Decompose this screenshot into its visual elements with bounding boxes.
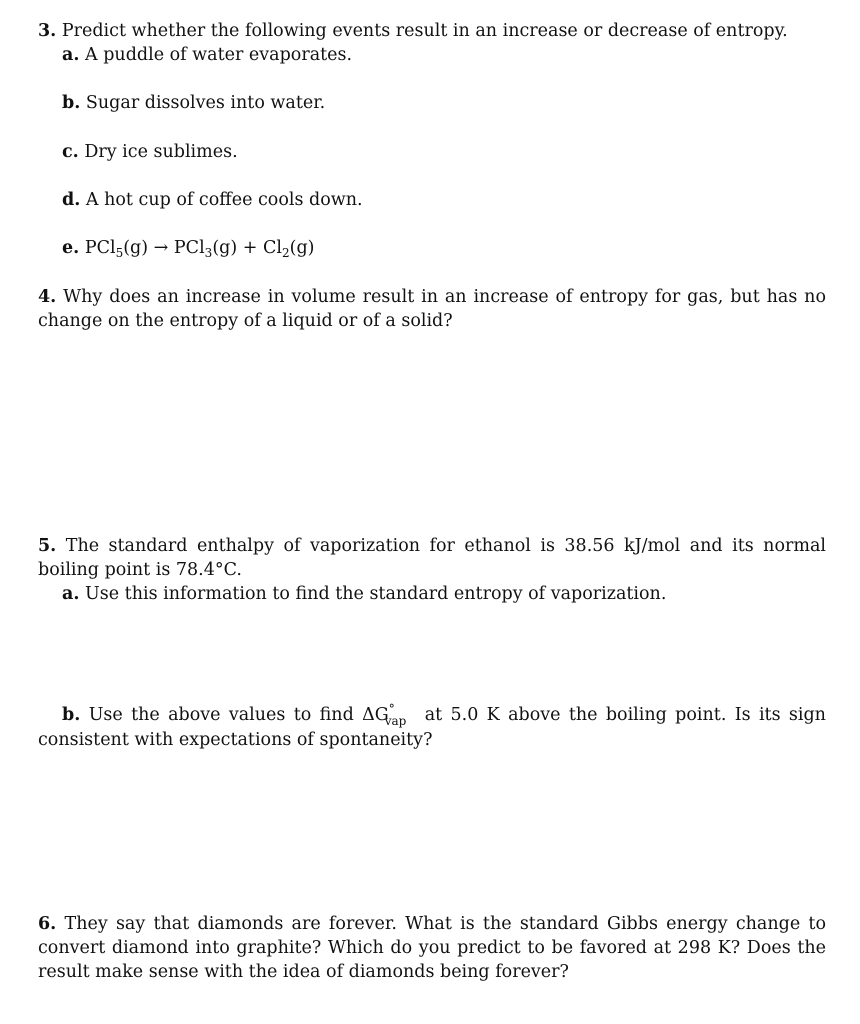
- q3-item-d: [62, 188, 363, 212]
- q3-item-e-equation: [62, 236, 315, 261]
- q5a-text: Use this information to find the standard entropy of vaporization.: [85, 584, 667, 604]
- q5-number: 5.: [38, 536, 57, 556]
- q5-item-b: [62, 703, 826, 728]
- q6-text-1: They say that diamonds are forever. What is the standard Gibbs energy change to: [64, 914, 826, 934]
- q5-line-2: boiling point is 78.4°C.: [38, 560, 242, 580]
- q3-item-b: [62, 91, 325, 115]
- q3c-label: c.: [62, 142, 79, 162]
- q5b-degree: °: [388, 702, 395, 716]
- q4-line-1: [38, 285, 826, 309]
- eq-pcl3: PCl$_3$: [173, 238, 213, 260]
- q3a-label: a.: [62, 45, 80, 65]
- eq-gas-1: (g): [123, 238, 149, 258]
- eq-arrow: →: [153, 238, 169, 258]
- q3c-text: Dry ice sublimes.: [84, 142, 238, 162]
- eq-gas-3: (g): [289, 238, 315, 258]
- q5b-pre: Use the above values to find ΔG: [88, 705, 389, 725]
- q3d-label: d.: [62, 190, 81, 210]
- q5b-label: b.: [62, 705, 81, 725]
- q5b-post: at 5.0 K above the boiling point. Is its sign: [424, 705, 826, 725]
- q5b-line-2: consistent with expectations of spontaneity?: [38, 730, 433, 750]
- q3d-text: A hot cup of coffee cools down.: [85, 190, 363, 210]
- q3b-label: b.: [62, 93, 81, 113]
- q5a-label: a.: [62, 584, 80, 604]
- eq-cl2: $Cl_2$: [263, 238, 290, 260]
- q4-line-2: change on the entropy of a liquid or of a solid?: [38, 311, 453, 331]
- q3b-text: Sugar dissolves into water.: [85, 93, 326, 113]
- q5b-vap: vap: [384, 714, 407, 728]
- q6-line-1: [38, 912, 826, 936]
- q5-item-a: [62, 582, 666, 606]
- q6-line-2: convert diamond into graphite? Which do you predict to be favored at 298 K? Does the: [38, 938, 826, 958]
- q5-line-1: [38, 534, 826, 558]
- q3-prompt: [38, 19, 788, 43]
- q3-item-a: [62, 43, 352, 67]
- q4-number: 4.: [38, 287, 57, 307]
- q3-number: 3.: [38, 21, 57, 41]
- q3a-text: A puddle of water evaporates.: [85, 45, 353, 65]
- q6-line-3: result make sense with the idea of diamonds being forever?: [38, 962, 569, 982]
- q3-item-c: [62, 140, 238, 164]
- q4-text-1: Why does an increase in volume result in an increase of entropy for gas, but has no: [63, 287, 826, 307]
- eq-plus: +: [242, 238, 258, 258]
- q5-text-1: The standard enthalpy of vaporization for ethanol is 38.56 kJ/mol and its normal: [65, 536, 826, 556]
- q6-number: 6.: [38, 914, 57, 934]
- q3e-label: e.: [62, 238, 80, 258]
- q3-text: Predict whether the following events result in an increase or decrease of entropy.: [61, 21, 788, 41]
- eq-pcl5: PCl$_5$: [84, 238, 124, 260]
- eq-gas-2: (g): [212, 238, 238, 258]
